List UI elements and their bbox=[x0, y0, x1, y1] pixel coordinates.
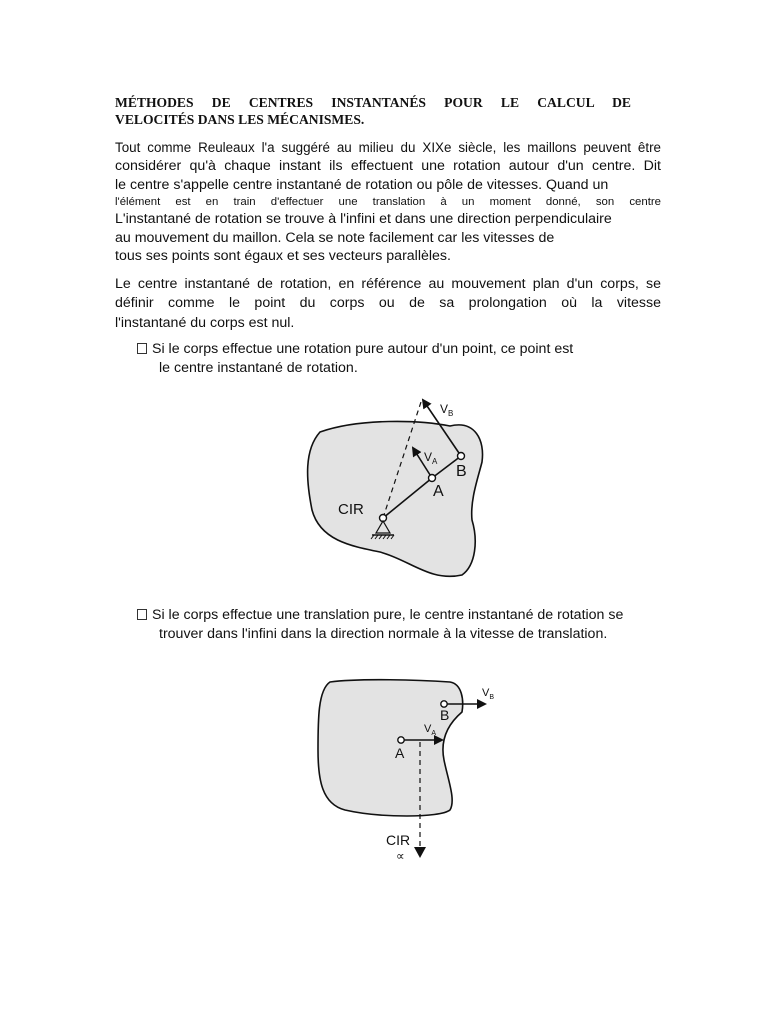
bullet-text-continued: trouver dans l'infini dans la direction normale à la vitesse de translation. bbox=[159, 626, 608, 643]
paragraph-1-line: le centre s'appelle centre instantané de rotation ou pôle de vitesses. Quand un bbox=[115, 176, 609, 193]
paragraph-1-line: L'instantané de rotation se trouve à l'infini et dans une direction perpendiculaire bbox=[115, 211, 612, 228]
label-vb: $V_B$ bbox=[482, 687, 495, 701]
title-line-2: VELOCITÉS DANS LES MÉCANISMES. bbox=[115, 112, 365, 127]
label-infinity: ∝ bbox=[396, 849, 405, 863]
rigid-body-shape bbox=[318, 680, 463, 816]
paragraph-1-line: au mouvement du maillon. Cela se note facilement car les vitesses de bbox=[115, 229, 555, 246]
label-a: A bbox=[433, 483, 444, 500]
bullet-text-continued: le centre instantané de rotation. bbox=[159, 360, 358, 377]
bullet-text: Si le corps effectue une rotation pure autour d'un point, ce point est bbox=[152, 341, 574, 357]
paragraph-1-line: Tout comme Reuleaux l'a suggéré au milieu du XIXe siècle, les maillons peuvent être bbox=[115, 140, 661, 155]
label-vb: $V_B$ bbox=[440, 402, 454, 418]
paragraph-1-line: considérer qu'à chaque instant ils effectuent une rotation autour d'un centre. Dit bbox=[115, 158, 661, 175]
paragraph-1-line: tous ses points sont égaux et ses vecteurs parallèles. bbox=[115, 248, 451, 265]
label-va: $V_A$ bbox=[424, 723, 437, 737]
bullet-text: Si le corps effectue une translation pure, le centre instantané de rotation se bbox=[152, 607, 624, 623]
paragraph-2-line: définir comme le point du corps ou de sa prolongation où la vitesse bbox=[115, 295, 661, 312]
label-cir: CIR bbox=[338, 501, 364, 518]
label-a: A bbox=[395, 745, 405, 761]
title-line-1: MÉTHODES DE CENTRES INSTANTANÉS POUR LE CALCUL DE bbox=[115, 95, 631, 110]
point-a bbox=[398, 737, 404, 743]
label-cir: CIR bbox=[386, 832, 411, 848]
label-b: B bbox=[456, 463, 467, 480]
paragraph-2-line: Le centre instantané de rotation, en référence au mouvement plan d'un corps, se bbox=[115, 276, 661, 292]
label-b: B bbox=[440, 707, 450, 723]
paragraph-1-line: l'élément est en train d'effectuer une translation à un moment donné, son centre bbox=[115, 196, 661, 209]
down-arrow-icon bbox=[414, 847, 426, 858]
label-va: $V_A$ bbox=[424, 450, 438, 466]
paragraph-2-line: l'instantané du corps est nul. bbox=[115, 314, 295, 331]
